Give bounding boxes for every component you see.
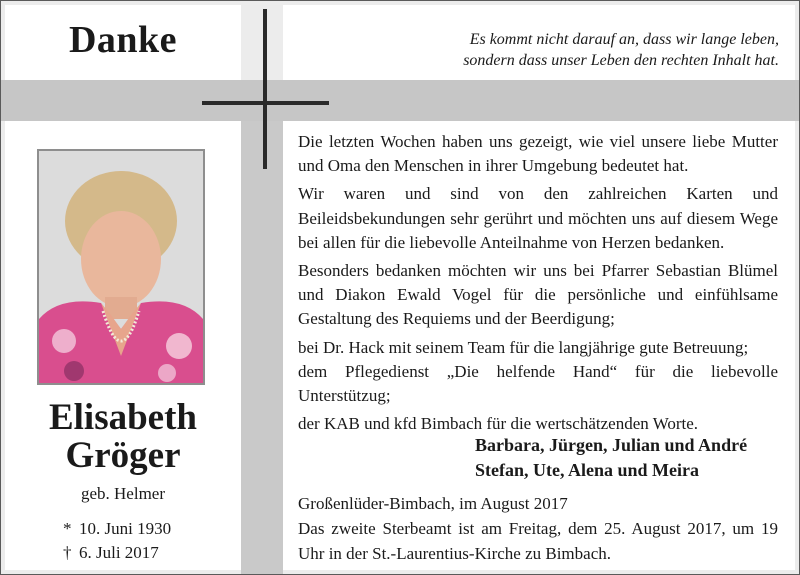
motto-line: sondern dass unser Leben den rechten Inhalt hat. xyxy=(463,52,779,69)
signer-line: Barbara, Jürgen, Julian und André xyxy=(475,435,748,455)
death-cross-icon: † xyxy=(63,543,72,562)
birth-date: 10. Juni 1930 xyxy=(79,519,172,538)
motto-quote xyxy=(463,29,779,71)
death-date: 6. Juli 2017 xyxy=(79,543,159,562)
page-title: Danke xyxy=(68,19,178,61)
text-paragraph: dem Pflegedienst „Die helfende Hand“ für die liebevolle Unterstützug; xyxy=(298,361,778,406)
death-row xyxy=(63,541,171,565)
thank-you-text xyxy=(298,130,778,436)
birth-row xyxy=(63,517,171,541)
portrait-image xyxy=(39,151,203,383)
text-paragraph: Wir waren und sind von den zahlreichen Karten und Beileidsbekundungen sehr gerührt und möchten uns auf diesem Wege bei allen für die liebevolle Anteilnahme von Herzen bedanken. xyxy=(298,184,778,252)
maiden-name: geb. Helmer xyxy=(80,484,166,503)
text-paragraph: Besonders bedanken möchten wir uns bei Pfarrer Sebastian Blümel und Diakon Ewald Vogel für die persönliche und einfühlsame Gestaltung des Requiems und der Beerdigung; xyxy=(298,261,778,329)
birth-star-icon: * xyxy=(63,519,72,538)
life-dates xyxy=(63,517,171,565)
text-paragraph: der KAB und kfd Bimbach für die wertschätzenden Worte. xyxy=(298,414,699,434)
text-paragraph: bei Dr. Hack mit seinem Team für die langjährige gute Betreuung; xyxy=(298,337,749,357)
signers xyxy=(475,433,747,483)
service-notice: Das zweite Sterbeamt ist am Freitag, dem 25. August 2017, um 19 Uhr in der St.-Laurentius-Kirche zu Bimbach. xyxy=(298,519,778,563)
deceased-name xyxy=(5,399,241,475)
cross-icon-vertical xyxy=(263,9,267,169)
signer-line: Stefan, Ute, Alena und Meira xyxy=(475,460,699,480)
place-date: Großenlüder-Bimbach, im August 2017 xyxy=(298,494,568,513)
portrait-photo xyxy=(37,149,205,385)
cross-band xyxy=(1,80,799,121)
last-name: Gröger xyxy=(65,435,181,476)
cross-icon-horizontal xyxy=(202,101,329,105)
cross-strip xyxy=(241,121,283,574)
motto-line: Es kommt nicht darauf an, dass wir lange leben, xyxy=(469,31,779,48)
first-name: Elisabeth xyxy=(48,397,198,438)
text-paragraph: Die letzten Wochen haben uns gezeigt, wie viel unsere liebe Mutter und Oma den Menschen in ihrer Umgebung bedeutet hat. xyxy=(298,132,778,176)
